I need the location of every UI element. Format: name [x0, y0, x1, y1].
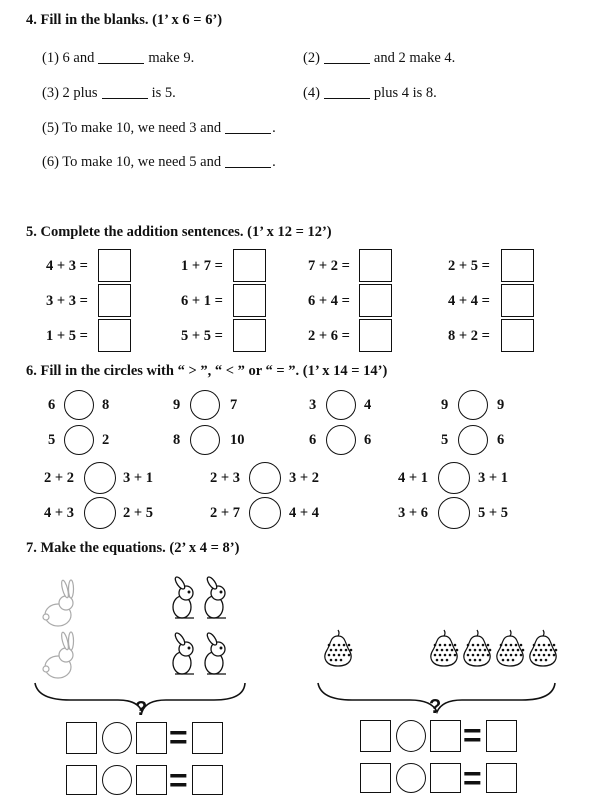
compare-right: 4 + 4 [289, 505, 320, 521]
equation-number-box[interactable] [136, 722, 167, 754]
compare-left: 6 [48, 397, 56, 413]
compare-left: 9 [173, 397, 181, 413]
equation-result-box[interactable] [486, 763, 517, 793]
compare-left: 3 + 6 [398, 505, 429, 521]
equation-operator-circle[interactable] [396, 720, 426, 752]
equals-sign: = [169, 719, 188, 755]
item-text: plus 4 is 8. [373, 85, 437, 101]
item-text: (4) [303, 85, 320, 101]
equation-number-box[interactable] [360, 720, 391, 752]
equation-result-box[interactable] [486, 720, 517, 752]
compare-right: 10 [230, 432, 245, 448]
addition-expression: 3 + 3 = [46, 293, 88, 309]
equation-result-box[interactable] [192, 765, 223, 795]
section-6-title: 6. Fill in the circles with “ > ”, “ < ” or “ = ”. (1’ x 14 = 14’) [26, 363, 388, 379]
compare-left: 2 + 7 [210, 505, 241, 521]
section-7-title: 7. Make the equations. (2’ x 4 = 8’) [26, 540, 240, 556]
compare-right: 3 + 1 [478, 470, 509, 486]
section-5-title: 5. Complete the addition sentences. (1’ x 12 = 12’) [26, 224, 332, 240]
item-text: (6) To make 10, we need 5 and [42, 154, 222, 170]
equation-number-box[interactable] [66, 722, 97, 754]
compare-right: 4 [364, 397, 372, 413]
compare-right: 3 + 1 [123, 470, 154, 486]
equals-sign: = [463, 717, 482, 753]
compare-left: 3 [309, 397, 317, 413]
addition-expression: 2 + 5 = [448, 258, 490, 274]
equation-operator-circle[interactable] [102, 765, 132, 795]
item-text: (3) 2 plus [42, 85, 98, 101]
addition-expression: 5 + 5 = [181, 328, 223, 344]
addition-expression: 8 + 2 = [448, 328, 490, 344]
compare-left: 2 + 2 [44, 470, 75, 486]
compare-right: 6 [497, 432, 505, 448]
item-text: (2) [303, 50, 320, 66]
equation-number-box[interactable] [360, 763, 391, 793]
compare-left: 9 [441, 397, 449, 413]
compare-left: 4 + 1 [398, 470, 429, 486]
question-mark: ? [135, 698, 148, 720]
compare-right: 2 + 5 [123, 505, 154, 521]
addition-expression: 1 + 5 = [46, 328, 88, 344]
compare-right: 7 [230, 397, 238, 413]
addition-expression: 4 + 4 = [448, 293, 490, 309]
compare-left: 8 [173, 432, 181, 448]
compare-left: 5 [48, 432, 56, 448]
pear-right-group [431, 630, 557, 666]
addition-expression: 7 + 2 = [308, 258, 350, 274]
item-text: is 5. [151, 85, 176, 101]
item-text: . [272, 154, 276, 170]
equation-number-box[interactable] [430, 763, 461, 793]
section-4-title: 4. Fill in the blanks. (1’ x 6 = 6’) [26, 12, 223, 28]
item-text: (1) 6 and [42, 50, 95, 66]
compare-right: 5 + 5 [478, 505, 509, 521]
addition-expression: 6 + 4 = [308, 293, 350, 309]
equation-operator-circle[interactable] [396, 763, 426, 793]
equals-sign: = [463, 760, 482, 796]
equation-number-box[interactable] [136, 765, 167, 795]
equation-number-box[interactable] [430, 720, 461, 752]
question-mark: ? [429, 696, 442, 718]
item-text: and 2 make 4. [373, 50, 456, 66]
addition-expression: 2 + 6 = [308, 328, 350, 344]
compare-right: 8 [102, 397, 110, 413]
compare-right: 9 [497, 397, 505, 413]
pear-left-group [325, 630, 352, 666]
rabbit-right-group [173, 576, 226, 674]
equation-result-box[interactable] [192, 722, 223, 754]
item-text: . [272, 120, 276, 136]
compare-left: 5 [441, 432, 449, 448]
addition-expression: 6 + 1 = [181, 293, 223, 309]
compare-left: 4 + 3 [44, 505, 75, 521]
compare-left: 6 [309, 432, 317, 448]
equation-number-box[interactable] [66, 765, 97, 795]
item-text: make 9. [148, 50, 195, 66]
compare-right: 6 [364, 432, 372, 448]
equals-sign: = [169, 762, 188, 798]
addition-expression: 4 + 3 = [46, 258, 88, 274]
item-text: (5) To make 10, we need 3 and [42, 120, 222, 136]
rabbit-left-group [43, 580, 74, 678]
compare-left: 2 + 3 [210, 470, 241, 486]
compare-right: 3 + 2 [289, 470, 320, 486]
compare-right: 2 [102, 432, 110, 448]
addition-expression: 1 + 7 = [181, 258, 223, 274]
equation-operator-circle[interactable] [102, 722, 132, 754]
